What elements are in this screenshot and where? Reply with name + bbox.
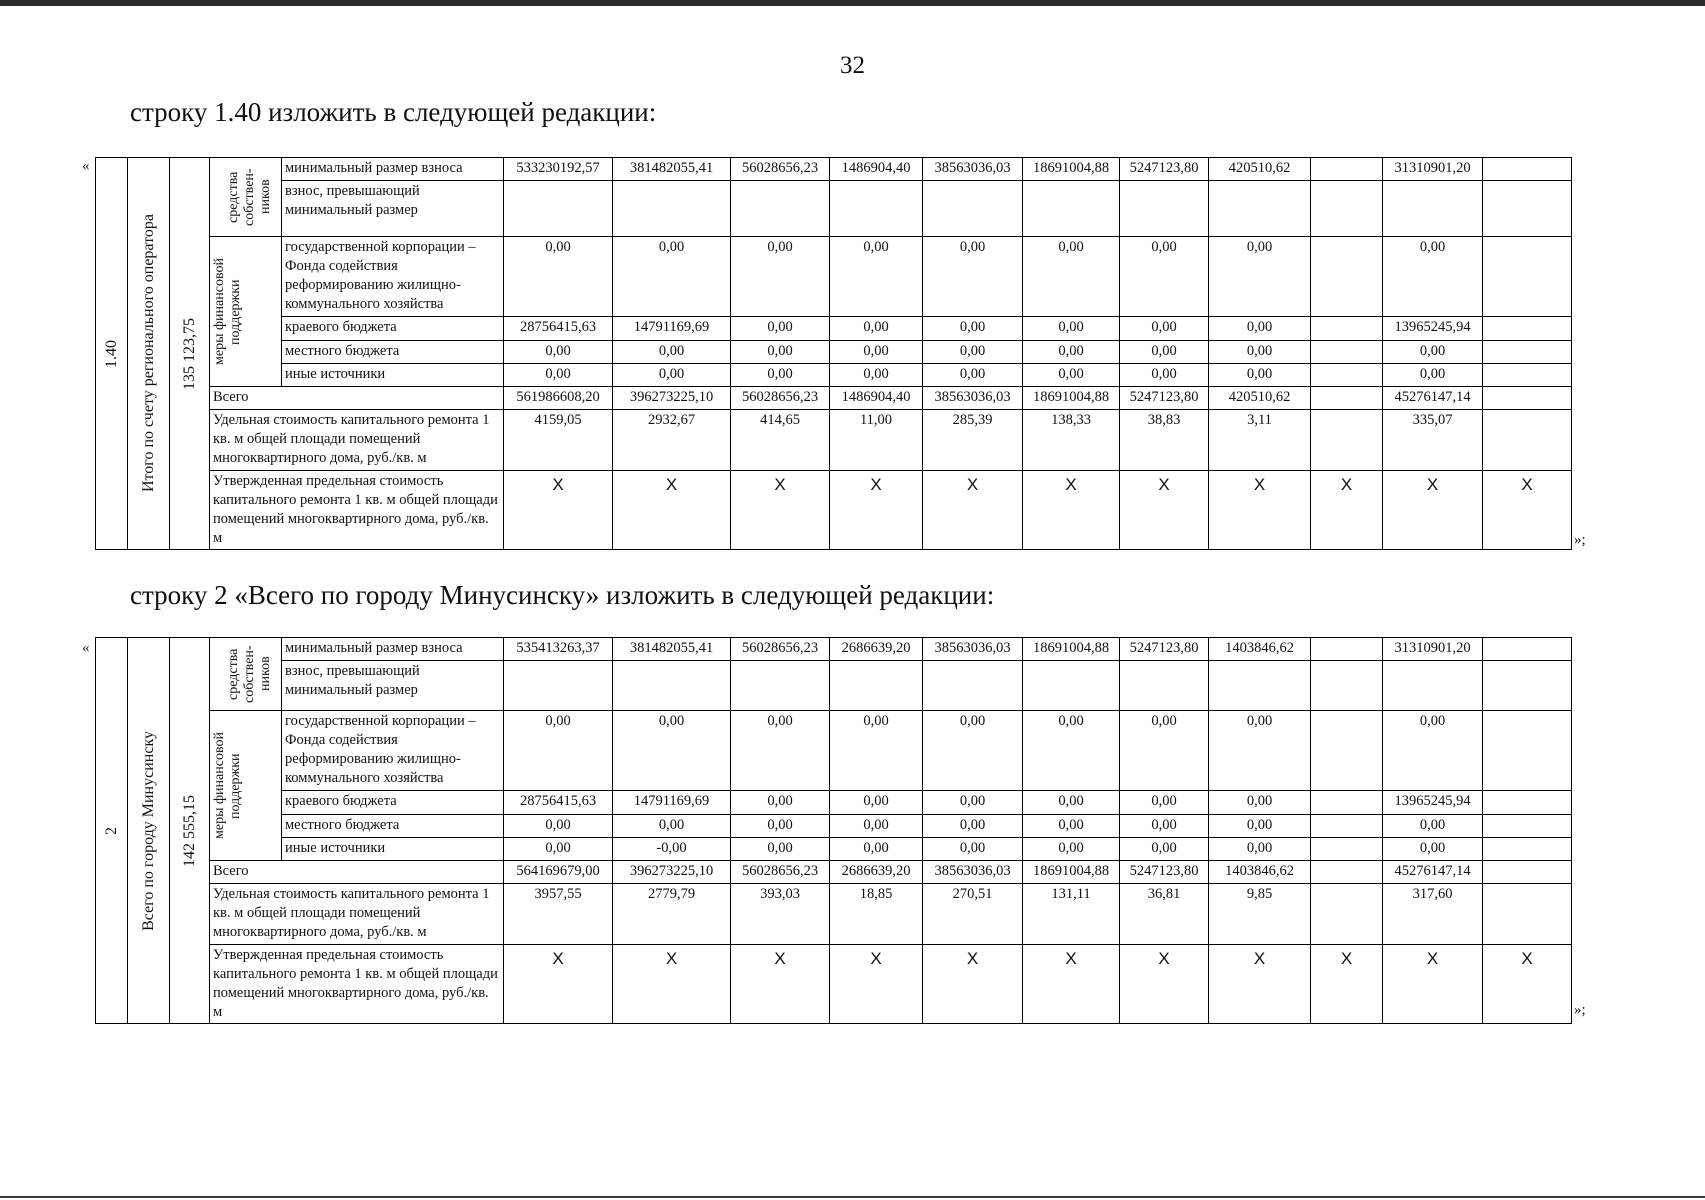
cell: 56028656,23 (731, 387, 830, 410)
cell: 0,00 (1023, 237, 1120, 317)
cell: 1486904,40 (830, 387, 923, 410)
cell (613, 661, 731, 711)
cell: 393,03 (731, 884, 830, 945)
cell: 0,00 (613, 711, 731, 791)
row-id: 1.40 (102, 339, 120, 368)
cell (504, 181, 613, 237)
cell (504, 661, 613, 711)
cell (1483, 884, 1572, 945)
group-owners-label: средства собствен-ников (225, 168, 273, 226)
label-min-fee: минимальный размер взноса (282, 638, 504, 661)
cell (1311, 364, 1383, 387)
cell (923, 181, 1023, 237)
row-min-fee (96, 638, 1572, 661)
cell: 0,00 (923, 791, 1023, 815)
cell: 0,00 (731, 237, 830, 317)
cell: 535413263,37 (504, 638, 613, 661)
cell: 0,00 (1120, 364, 1209, 387)
label-limit-cost: Утвержденная предельная стоимость капитального ремонта 1 кв. м общей площади помещений многоквартирного дома, руб./кв. м (210, 471, 504, 550)
label-local: местного бюджета (282, 815, 504, 838)
cell: 3957,55 (504, 884, 613, 945)
section-2-heading: строку 2 «Всего по городу Минусинску» изложить в следующей редакции: (130, 580, 995, 610)
cell (1311, 861, 1383, 884)
row-local (96, 815, 1572, 838)
cell: 0,00 (504, 711, 613, 791)
cell: 18691004,88 (1023, 158, 1120, 181)
cell: 0,00 (1209, 711, 1311, 791)
cell (613, 181, 731, 237)
section-2-open-quote: « (82, 640, 90, 656)
cell (1311, 838, 1383, 861)
label-unit-cost: Удельная стоимость капитального ремонта 1 кв. м общей площади помещений многоквартирного дома, руб./кв. м (210, 410, 504, 471)
label-over-min: взнос, превышающий минимальный размер (282, 181, 504, 237)
cell (1383, 661, 1483, 711)
label-local: местного бюджета (282, 341, 504, 364)
label-total: Всего (210, 861, 504, 884)
cell: 31310901,20 (1383, 158, 1483, 181)
cell (1311, 341, 1383, 364)
cell: 56028656,23 (731, 638, 830, 661)
cell (923, 661, 1023, 711)
row-regional (96, 791, 1572, 815)
cell (1120, 661, 1209, 711)
row-total (96, 861, 1572, 884)
group-owners-cell (210, 638, 282, 711)
cell: 13965245,94 (1383, 791, 1483, 815)
cell: 0,00 (1120, 237, 1209, 317)
cell: 0,00 (1383, 815, 1483, 838)
cell: 4159,05 (504, 410, 613, 471)
group-support-label: меры финансовой поддержки (211, 258, 243, 365)
row-other (96, 364, 1572, 387)
cell (1311, 661, 1383, 711)
cell: 0,00 (613, 364, 731, 387)
cell: 0,00 (830, 815, 923, 838)
cell: 0,00 (731, 791, 830, 815)
label-state-corp: государственной корпорации – Фонда содействия реформированию жилищно-коммунального хозяйства (282, 711, 504, 791)
row-limit-cost (96, 471, 1572, 550)
cell (1483, 838, 1572, 861)
group-support-spacer (254, 711, 282, 861)
cell: 38563036,03 (923, 158, 1023, 181)
cell: 0,00 (923, 364, 1023, 387)
cell: 0,00 (830, 711, 923, 791)
label-limit-cost: Утвержденная предельная стоимость капитального ремонта 1 кв. м общей площади помещений многоквартирного дома, руб./кв. м (210, 945, 504, 1024)
cell: 381482055,41 (613, 158, 731, 181)
cell: 0,00 (731, 341, 830, 364)
label-total: Всего (210, 387, 504, 410)
cell (1483, 158, 1572, 181)
cell: 18691004,88 (1023, 861, 1120, 884)
cell: 0,00 (1023, 838, 1120, 861)
cell: 0,00 (1209, 341, 1311, 364)
row-unit-cost (96, 410, 1572, 471)
cell (1311, 711, 1383, 791)
cell: 0,00 (923, 838, 1023, 861)
cell: Х (1483, 945, 1572, 1024)
label-other: иные источники (282, 838, 504, 861)
cell: 0,00 (1120, 317, 1209, 341)
cell: 0,00 (1209, 791, 1311, 815)
cell: 2779,79 (613, 884, 731, 945)
cell (731, 181, 830, 237)
row-name-cell (128, 158, 170, 550)
cell: 414,65 (731, 410, 830, 471)
label-min-fee: минимальный размер взноса (282, 158, 504, 181)
cell: Х (1311, 945, 1383, 1024)
cell: 0,00 (504, 237, 613, 317)
cell: 0,00 (830, 317, 923, 341)
cell: 0,00 (1120, 838, 1209, 861)
label-state-corp: государственной корпорации – Фонда содействия реформированию жилищно-коммунального хозяйства (282, 237, 504, 317)
cell: 45276147,14 (1383, 861, 1483, 884)
cell: Х (1383, 945, 1483, 1024)
row-id-cell (96, 638, 128, 1024)
cell: 38563036,03 (923, 861, 1023, 884)
row-id: 2 (102, 826, 120, 835)
cell (1483, 861, 1572, 884)
cell: 0,00 (923, 341, 1023, 364)
cell: 0,00 (830, 341, 923, 364)
row-state-corp (96, 237, 1572, 317)
area-cell (170, 158, 210, 550)
cell: 270,51 (923, 884, 1023, 945)
cell (1023, 181, 1120, 237)
cell: 0,00 (504, 364, 613, 387)
cell: 0,00 (731, 364, 830, 387)
label-over-min: взнос, превышающий минимальный размер (282, 661, 504, 711)
cell: 285,39 (923, 410, 1023, 471)
cell: Х (504, 945, 613, 1024)
row-name: Итого по счету регионального оператора (139, 214, 157, 493)
cell: 0,00 (923, 237, 1023, 317)
cell: 5247123,80 (1120, 861, 1209, 884)
cell: 0,00 (613, 237, 731, 317)
cell: 420510,62 (1209, 158, 1311, 181)
cell: 0,00 (1120, 341, 1209, 364)
cell: 38563036,03 (923, 638, 1023, 661)
row-over-min (96, 661, 1572, 711)
row-over-min (96, 181, 1572, 237)
cell: 56028656,23 (731, 158, 830, 181)
cell (1483, 791, 1572, 815)
cell: 0,00 (1383, 838, 1483, 861)
cell (1483, 181, 1572, 237)
cell: 45276147,14 (1383, 387, 1483, 410)
cell: 317,60 (1383, 884, 1483, 945)
cell: 0,00 (1209, 317, 1311, 341)
area-value: 142 555,15 (180, 794, 198, 867)
cell: 28756415,63 (504, 317, 613, 341)
row-total (96, 387, 1572, 410)
cell: 38563036,03 (923, 387, 1023, 410)
cell: 131,11 (1023, 884, 1120, 945)
cell: 0,00 (830, 791, 923, 815)
cell: 5247123,80 (1120, 158, 1209, 181)
cell (731, 661, 830, 711)
area-cell (170, 638, 210, 1024)
cell: 335,07 (1383, 410, 1483, 471)
row-limit-cost (96, 945, 1572, 1024)
cell: 14791169,69 (613, 317, 731, 341)
section-1-close-quote: »; (1574, 532, 1586, 548)
cell: 0,00 (1209, 815, 1311, 838)
cell: 5247123,80 (1120, 638, 1209, 661)
cell: 0,00 (1383, 364, 1483, 387)
cell: 533230192,57 (504, 158, 613, 181)
cell: 0,00 (923, 815, 1023, 838)
cell: Х (830, 471, 923, 550)
cell: Х (731, 471, 830, 550)
cell (1483, 364, 1572, 387)
label-unit-cost: Удельная стоимость капитального ремонта 1 кв. м общей площади помещений многоквартирного дома, руб./кв. м (210, 884, 504, 945)
cell: 1486904,40 (830, 158, 923, 181)
cell: Х (1483, 471, 1572, 550)
group-support-cell (210, 711, 254, 861)
cell (830, 661, 923, 711)
cell: 0,00 (731, 711, 830, 791)
cell: 0,00 (1120, 711, 1209, 791)
cell: 31310901,20 (1383, 638, 1483, 661)
cell: 0,00 (1120, 815, 1209, 838)
cell (1209, 661, 1311, 711)
cell: 396273225,10 (613, 861, 731, 884)
row-other (96, 838, 1572, 861)
cell: 38,83 (1120, 410, 1209, 471)
cell (1483, 317, 1572, 341)
cell: 564169679,00 (504, 861, 613, 884)
cell: Х (1120, 945, 1209, 1024)
cell (1311, 387, 1383, 410)
cell: Х (1023, 471, 1120, 550)
cell: 0,00 (731, 838, 830, 861)
cell: 2932,67 (613, 410, 731, 471)
cell (1311, 317, 1383, 341)
cell: 561986608,20 (504, 387, 613, 410)
cell: 28756415,63 (504, 791, 613, 815)
cell: 0,00 (1120, 791, 1209, 815)
cell: 1403846,62 (1209, 861, 1311, 884)
group-support-spacer (254, 237, 282, 387)
cell: 0,00 (1383, 711, 1483, 791)
cell: 381482055,41 (613, 638, 731, 661)
label-regional: краевого бюджета (282, 317, 504, 341)
group-owners-cell (210, 158, 282, 237)
row-min-fee (96, 158, 1572, 181)
cell: 0,00 (1209, 237, 1311, 317)
cell: Х (1209, 945, 1311, 1024)
cell: -0,00 (613, 838, 731, 861)
section-1-open-quote: « (82, 158, 90, 174)
cell (1023, 661, 1120, 711)
section-1-table (95, 157, 1571, 550)
cell (1483, 711, 1572, 791)
cell: Х (1311, 471, 1383, 550)
cell: 0,00 (731, 815, 830, 838)
cell: 0,00 (1023, 711, 1120, 791)
cell: 0,00 (1023, 317, 1120, 341)
group-support-cell (210, 237, 254, 387)
cell: Х (731, 945, 830, 1024)
cell (1311, 410, 1383, 471)
cell: 2686639,20 (830, 638, 923, 661)
cell: 0,00 (613, 815, 731, 838)
cell: 18691004,88 (1023, 638, 1120, 661)
cell: 0,00 (1383, 237, 1483, 317)
cell: 14791169,69 (613, 791, 731, 815)
cell: 18,85 (830, 884, 923, 945)
cell: 0,00 (923, 711, 1023, 791)
cell: 56028656,23 (731, 861, 830, 884)
cell: 0,00 (1209, 364, 1311, 387)
cell: 0,00 (830, 364, 923, 387)
cell: 396273225,10 (613, 387, 731, 410)
row-unit-cost (96, 884, 1572, 945)
cell: 1403846,62 (1209, 638, 1311, 661)
cell: 0,00 (504, 815, 613, 838)
cell: Х (504, 471, 613, 550)
cell: 0,00 (1209, 838, 1311, 861)
cell (1120, 181, 1209, 237)
bottom-border-line (0, 1196, 1705, 1198)
group-support-label: меры финансовой поддержки (211, 732, 243, 839)
row-state-corp (96, 711, 1572, 791)
cell: 0,00 (504, 838, 613, 861)
cell: Х (1120, 471, 1209, 550)
cell: 0,00 (1383, 341, 1483, 364)
cell (1311, 158, 1383, 181)
cell: 138,33 (1023, 410, 1120, 471)
cell: 0,00 (830, 237, 923, 317)
cell (1311, 237, 1383, 317)
section-1-heading: строку 1.40 изложить в следующей редакции: (130, 97, 657, 127)
cell (1483, 387, 1572, 410)
cell: 0,00 (1023, 341, 1120, 364)
area-value: 135 123,75 (180, 317, 198, 390)
row-local (96, 341, 1572, 364)
cell: 2686639,20 (830, 861, 923, 884)
cell (1311, 884, 1383, 945)
cell (1483, 341, 1572, 364)
row-regional (96, 317, 1572, 341)
row-id-cell (96, 158, 128, 550)
cell (1311, 815, 1383, 838)
cell: 0,00 (613, 341, 731, 364)
cell: Х (830, 945, 923, 1024)
cell: Х (923, 945, 1023, 1024)
cell: Х (1383, 471, 1483, 550)
cell (1483, 815, 1572, 838)
cell: 420510,62 (1209, 387, 1311, 410)
cell: 11,00 (830, 410, 923, 471)
cell: 9,85 (1209, 884, 1311, 945)
cell: Х (613, 471, 731, 550)
group-owners-label: средства собствен-ников (225, 645, 273, 703)
cell: 36,81 (1120, 884, 1209, 945)
cell: 18691004,88 (1023, 387, 1120, 410)
row-name: Всего по городу Минусинску (139, 730, 157, 931)
cell: 5247123,80 (1120, 387, 1209, 410)
cell: 0,00 (923, 317, 1023, 341)
cell (1311, 791, 1383, 815)
section-2-close-quote: »; (1574, 1002, 1586, 1018)
cell (1311, 181, 1383, 237)
cell: 0,00 (1023, 364, 1120, 387)
cell (1483, 410, 1572, 471)
page-number: 32 (840, 52, 865, 79)
cell: 3,11 (1209, 410, 1311, 471)
cell (1483, 237, 1572, 317)
row-name-cell (128, 638, 170, 1024)
cell: 0,00 (1023, 815, 1120, 838)
cell: Х (1209, 471, 1311, 550)
top-border-line (0, 0, 1705, 6)
cell: 0,00 (731, 317, 830, 341)
label-other: иные источники (282, 364, 504, 387)
cell (1209, 181, 1311, 237)
cell: 13965245,94 (1383, 317, 1483, 341)
cell: 0,00 (830, 838, 923, 861)
cell (1483, 638, 1572, 661)
cell: Х (613, 945, 731, 1024)
cell (830, 181, 923, 237)
cell: Х (1023, 945, 1120, 1024)
section-2-table (95, 637, 1571, 1024)
label-regional: краевого бюджета (282, 791, 504, 815)
cell (1311, 638, 1383, 661)
cell (1383, 181, 1483, 237)
cell: 0,00 (1023, 791, 1120, 815)
cell: 0,00 (504, 341, 613, 364)
cell (1483, 661, 1572, 711)
cell: Х (923, 471, 1023, 550)
